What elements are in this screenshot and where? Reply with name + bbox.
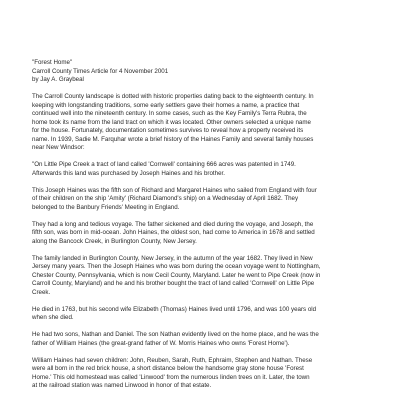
- text-line: The Carroll County landscape is dotted with historic properties dating back to the eighteenth century. In: [32, 93, 314, 100]
- paragraph-death: [32, 306, 384, 323]
- text-line: Home.' This old homestead was called 'Linwood' from the numerous linden trees on it. Later, the town: [32, 373, 310, 381]
- text-line: William Haines had seven children: John, Reuben, Sarah, Ruth, Ephraim, Stephen and Nathan. These: [32, 356, 313, 364]
- text-line: This Joseph Haines was the fifth son of Richard and Margaret Haines who sailed from England with four: [32, 186, 317, 194]
- article-body: [32, 59, 384, 399]
- text-line: Carroll County, Maryland) and he and his brother bought the tract of land called 'Cornwell' on Little Pipe: [32, 280, 315, 287]
- text-line: at the railroad station was named Linwood in honor of that estate.: [32, 382, 212, 389]
- text-line: belonged to the Banbury Friends' Meeting in England.: [32, 203, 180, 211]
- text-line: Afterwards this land was purchased by Joseph Haines and his brother.: [32, 169, 225, 177]
- text-line: home took its name from the land tract on which it was located. Other owners selected a unique name: [32, 118, 311, 126]
- paragraph-joseph: [32, 187, 384, 213]
- text-line: continued well into the nineteenth century. In some cases, such as the Key Family's Terra Rubra, the: [32, 110, 307, 117]
- text-line: fifth son, was born in mid-ocean. John Haines, the oldest son, had come to America in 1678 and settled: [32, 229, 315, 236]
- paragraph-children: [32, 357, 384, 391]
- text-line: when she died.: [32, 314, 74, 321]
- paragraph-cornwell: [32, 161, 384, 178]
- article-author: by Jay A. Graybeal: [32, 76, 84, 83]
- paragraph-voyage: [32, 221, 384, 247]
- paragraph-family-landed: [32, 255, 384, 298]
- text-line: He had two sons, Nathan and Daniel. The son Nathan evidently lived on the home place, and he was the: [32, 331, 319, 338]
- text-line: The family landed in Burlington County, New Jersey, in the autumn of the year 1682. They lived in New: [32, 254, 313, 262]
- text-line: for the house. Fortunately, documentation sometimes survives to reveal how a property received its: [32, 127, 304, 134]
- text-line: Chester County, Pennsylvania, which is now Cecil County, Maryland. Later he went to Pipe Creek (now in: [32, 271, 321, 279]
- paragraph-sons: [32, 331, 384, 348]
- text-line: "On Little Pipe Creek a tract of land called 'Cornwell' containing 666 acres was patented in 1749.: [32, 161, 296, 168]
- text-line: He died in 1763, but his second wife Elizabeth (Thomas) Haines lived until 1796, and was 100 years old: [32, 305, 317, 313]
- article-header: [32, 59, 384, 85]
- text-line: of their children on the ship 'Amity' (Richard Diamond's ship) on a Wednesday of April 1682. They: [32, 195, 299, 202]
- article-title: "Forest Home": [32, 59, 73, 66]
- paragraph-intro: [32, 93, 384, 153]
- article-source: Carroll County Times Article for 4 November 2001: [32, 67, 169, 75]
- text-line: Creek.: [32, 288, 51, 296]
- text-line: name. In 1939, Sadie M. Farquhar wrote a brief history of the Haines Family and several family houses: [32, 135, 314, 143]
- text-line: keeping with longstanding traditions, some early settlers gave their homes a name, a practice that: [32, 101, 300, 109]
- text-line: were all born in the red brick house, a short distance below the handsome gray stone house 'Forest: [32, 365, 304, 372]
- text-line: Jersey many years. Then the Joseph Haines who was born during the ocean voyage went to Nottingham,: [32, 263, 321, 270]
- text-line: They had a long and tedious voyage. The father sickened and died during the voyage, and Joseph, the: [32, 220, 314, 228]
- text-line: father of William Haines (the great-grand father of W. Morris Haines who owns 'Forest Home').: [32, 339, 290, 347]
- text-line: near New Windsor:: [32, 144, 85, 151]
- text-line: along the Bancock Creek, in Burlington County, New Jersey.: [32, 237, 197, 245]
